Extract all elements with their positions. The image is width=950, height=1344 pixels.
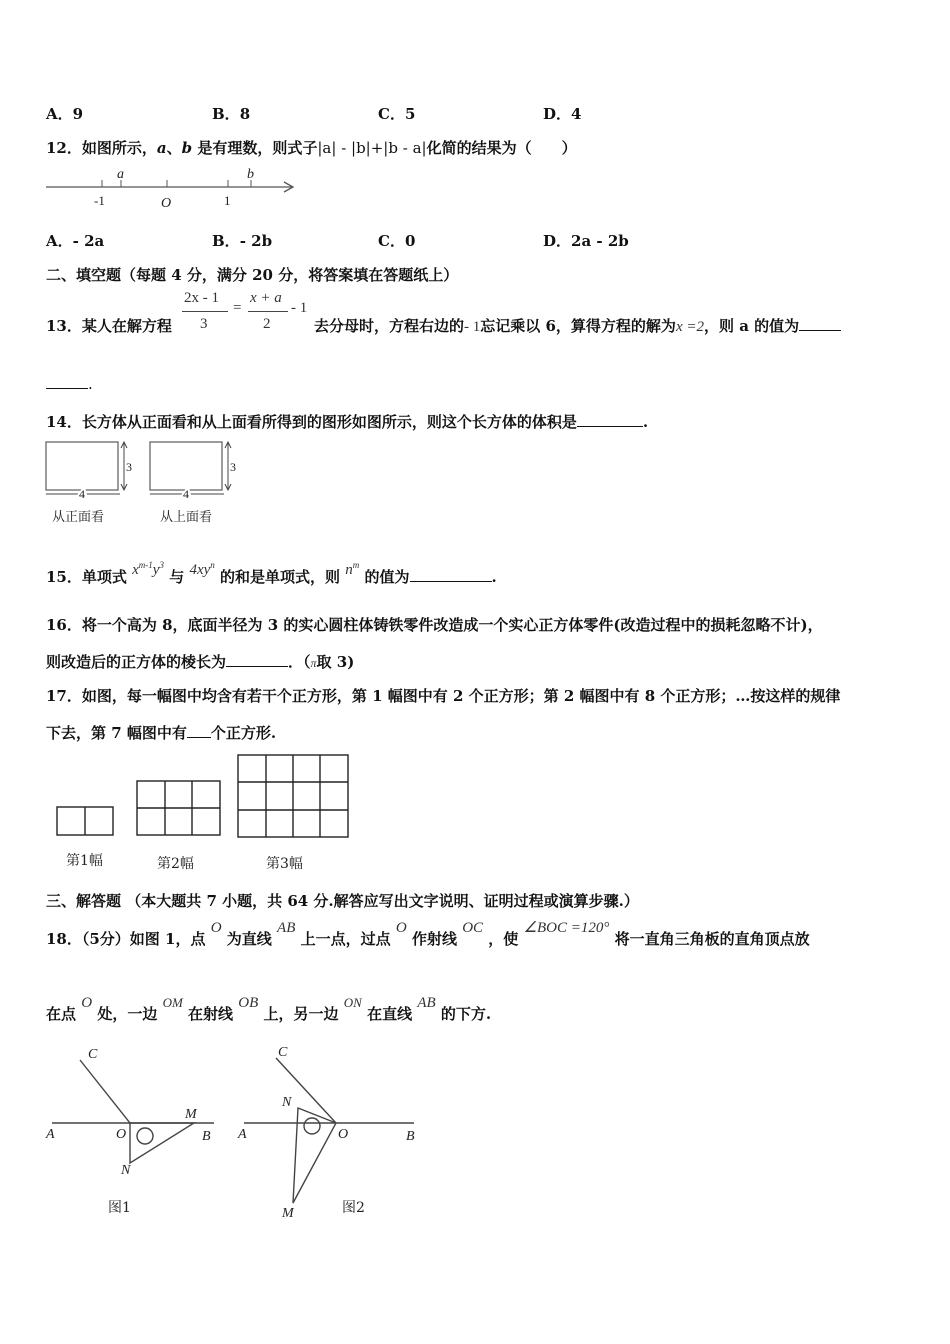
grid-figure-2	[137, 781, 220, 835]
svg-text:4: 4	[183, 487, 189, 501]
svg-text:A: A	[46, 1127, 55, 1142]
q17-line1: 17．如图，每一幅图中均含有若干个正方形，第 1 幅图中有 2 个正方形；第 2 幅图中有 8 个正方形；…按这样的规律	[46, 687, 841, 705]
q14-front-caption: 从正面看	[52, 510, 105, 525]
svg-text:O: O	[338, 1127, 349, 1142]
q14-answer-blank[interactable]	[577, 412, 643, 427]
q13-stem-start: 13．某人在解方程	[46, 317, 172, 335]
section-2-title: 二、填空题（每题 4 分，满分 20 分，将答案填在答题纸上）	[46, 266, 459, 284]
svg-text:C: C	[88, 1047, 98, 1062]
q12-option-a: A．- 2a	[46, 232, 105, 250]
q16-line1: 16．将一个高为 8，底面半径为 3 的实心圆柱体铸铁零件改造成一个实心正方体零件(改造过程中的损耗忽略不计)，	[46, 616, 823, 634]
q12-option-d: D．2a - 2b	[543, 232, 629, 250]
q13-rhs-tail: - 1	[291, 300, 308, 316]
svg-text:O: O	[116, 1127, 127, 1142]
q13-answer-blank-cont[interactable]: .	[46, 374, 93, 393]
svg-text:B: B	[406, 1129, 415, 1144]
q13-equals: =	[233, 300, 242, 316]
q12-option-c: C．0	[378, 232, 416, 250]
q17-caption-3: 第3幅	[266, 856, 303, 872]
q17-line2: 下去，第 7 幅图中有 个正方形.	[46, 724, 277, 742]
q13-answer-blank[interactable]	[799, 316, 841, 331]
top-view-rect	[150, 442, 222, 490]
svg-text:3: 3	[126, 460, 132, 474]
q14-figures	[44, 440, 244, 500]
q13-stem-rest: 去分母时，方程右边的- 1忘记乘以 6，算得方程的解为x =2，则 a 的值为	[314, 315, 841, 336]
svg-text:N: N	[282, 1095, 292, 1110]
q16-answer-blank[interactable]	[226, 652, 288, 667]
q13-rhs-denominator: 2	[263, 316, 271, 332]
q15-answer-blank[interactable]	[410, 567, 492, 582]
q18-figures	[40, 1040, 430, 1230]
q18-line2: 在点 O 处，一边 OM 在射线 OB 上，另一边 ON 在直线 AB 的下方.	[46, 995, 492, 1023]
svg-text:图1: 图1	[108, 1200, 131, 1216]
q18-line1: 18．（5分）如图 1，点 O 为直线 AB 上一点，过点 O 作射线 OC ，使 ∠BOC =120° 将一直角三角板的直角顶点放	[46, 920, 810, 948]
q15-stem: 15．单项式 $x^{m-1}y^3$ 与 $4xy^n$ 的和是单项式，则 $n^m$ 的值为 .	[46, 560, 497, 586]
svg-text:M: M	[282, 1206, 294, 1221]
q14-stem: 14．长方体从正面看和从上面看所得到的图形如图所示，则这个长方体的体积是 .	[46, 413, 649, 431]
q13-lhs-denominator: 3	[200, 316, 208, 332]
tick-label-origin: O	[161, 196, 172, 211]
figure-2	[244, 1058, 414, 1203]
q14-top-caption: 从上面看	[160, 510, 213, 525]
svg-text:B: B	[202, 1129, 211, 1144]
q17-caption-2: 第2幅	[157, 856, 194, 872]
grid-figure-1	[57, 807, 113, 835]
point-b-label: b	[247, 167, 254, 182]
point-a-label: a	[117, 167, 124, 182]
svg-text:C: C	[278, 1045, 288, 1060]
svg-text:4: 4	[79, 487, 85, 501]
q13-lhs-numerator: 2x - 1	[184, 290, 219, 306]
q17-answer-blank[interactable]	[187, 723, 211, 738]
svg-text:A: A	[238, 1127, 247, 1142]
svg-text:M: M	[185, 1107, 197, 1122]
q11-option-c: C．5	[378, 105, 416, 123]
grid-figure-3	[238, 755, 348, 837]
q12-stem: 12．如图所示，a、b 是有理数，则式子|a| - |b|+|b - a|化简的结果为（ ）	[46, 139, 577, 157]
svg-text:图2: 图2	[342, 1200, 365, 1216]
q12-option-b: B．- 2b	[212, 232, 273, 250]
q11-option-d: D．4	[543, 105, 582, 123]
q11-option-a: A．9	[46, 105, 84, 123]
q13-lhs-fraction-bar	[182, 311, 228, 312]
q16-line2: 则改造后的正方体的棱长为 ．（π取 3)	[46, 653, 355, 671]
number-line-figure	[44, 165, 304, 213]
svg-text:3: 3	[230, 460, 236, 474]
q11-option-b: B．8	[212, 105, 251, 123]
q17-caption-1: 第1幅	[66, 853, 103, 869]
q13-rhs-numerator: x + a	[250, 290, 282, 306]
section-3-title: 三、解答题 （本大题共 7 小题，共 64 分.解答应写出文字说明、证明过程或演算步骤.）	[46, 892, 639, 910]
q13-rhs-fraction-bar	[248, 311, 288, 312]
front-view-rect	[46, 442, 118, 490]
tick-label-minus-one: -1	[94, 193, 105, 208]
q17-grid-figures	[56, 754, 356, 840]
tick-label-one: 1	[224, 193, 231, 208]
svg-text:N: N	[121, 1163, 131, 1178]
